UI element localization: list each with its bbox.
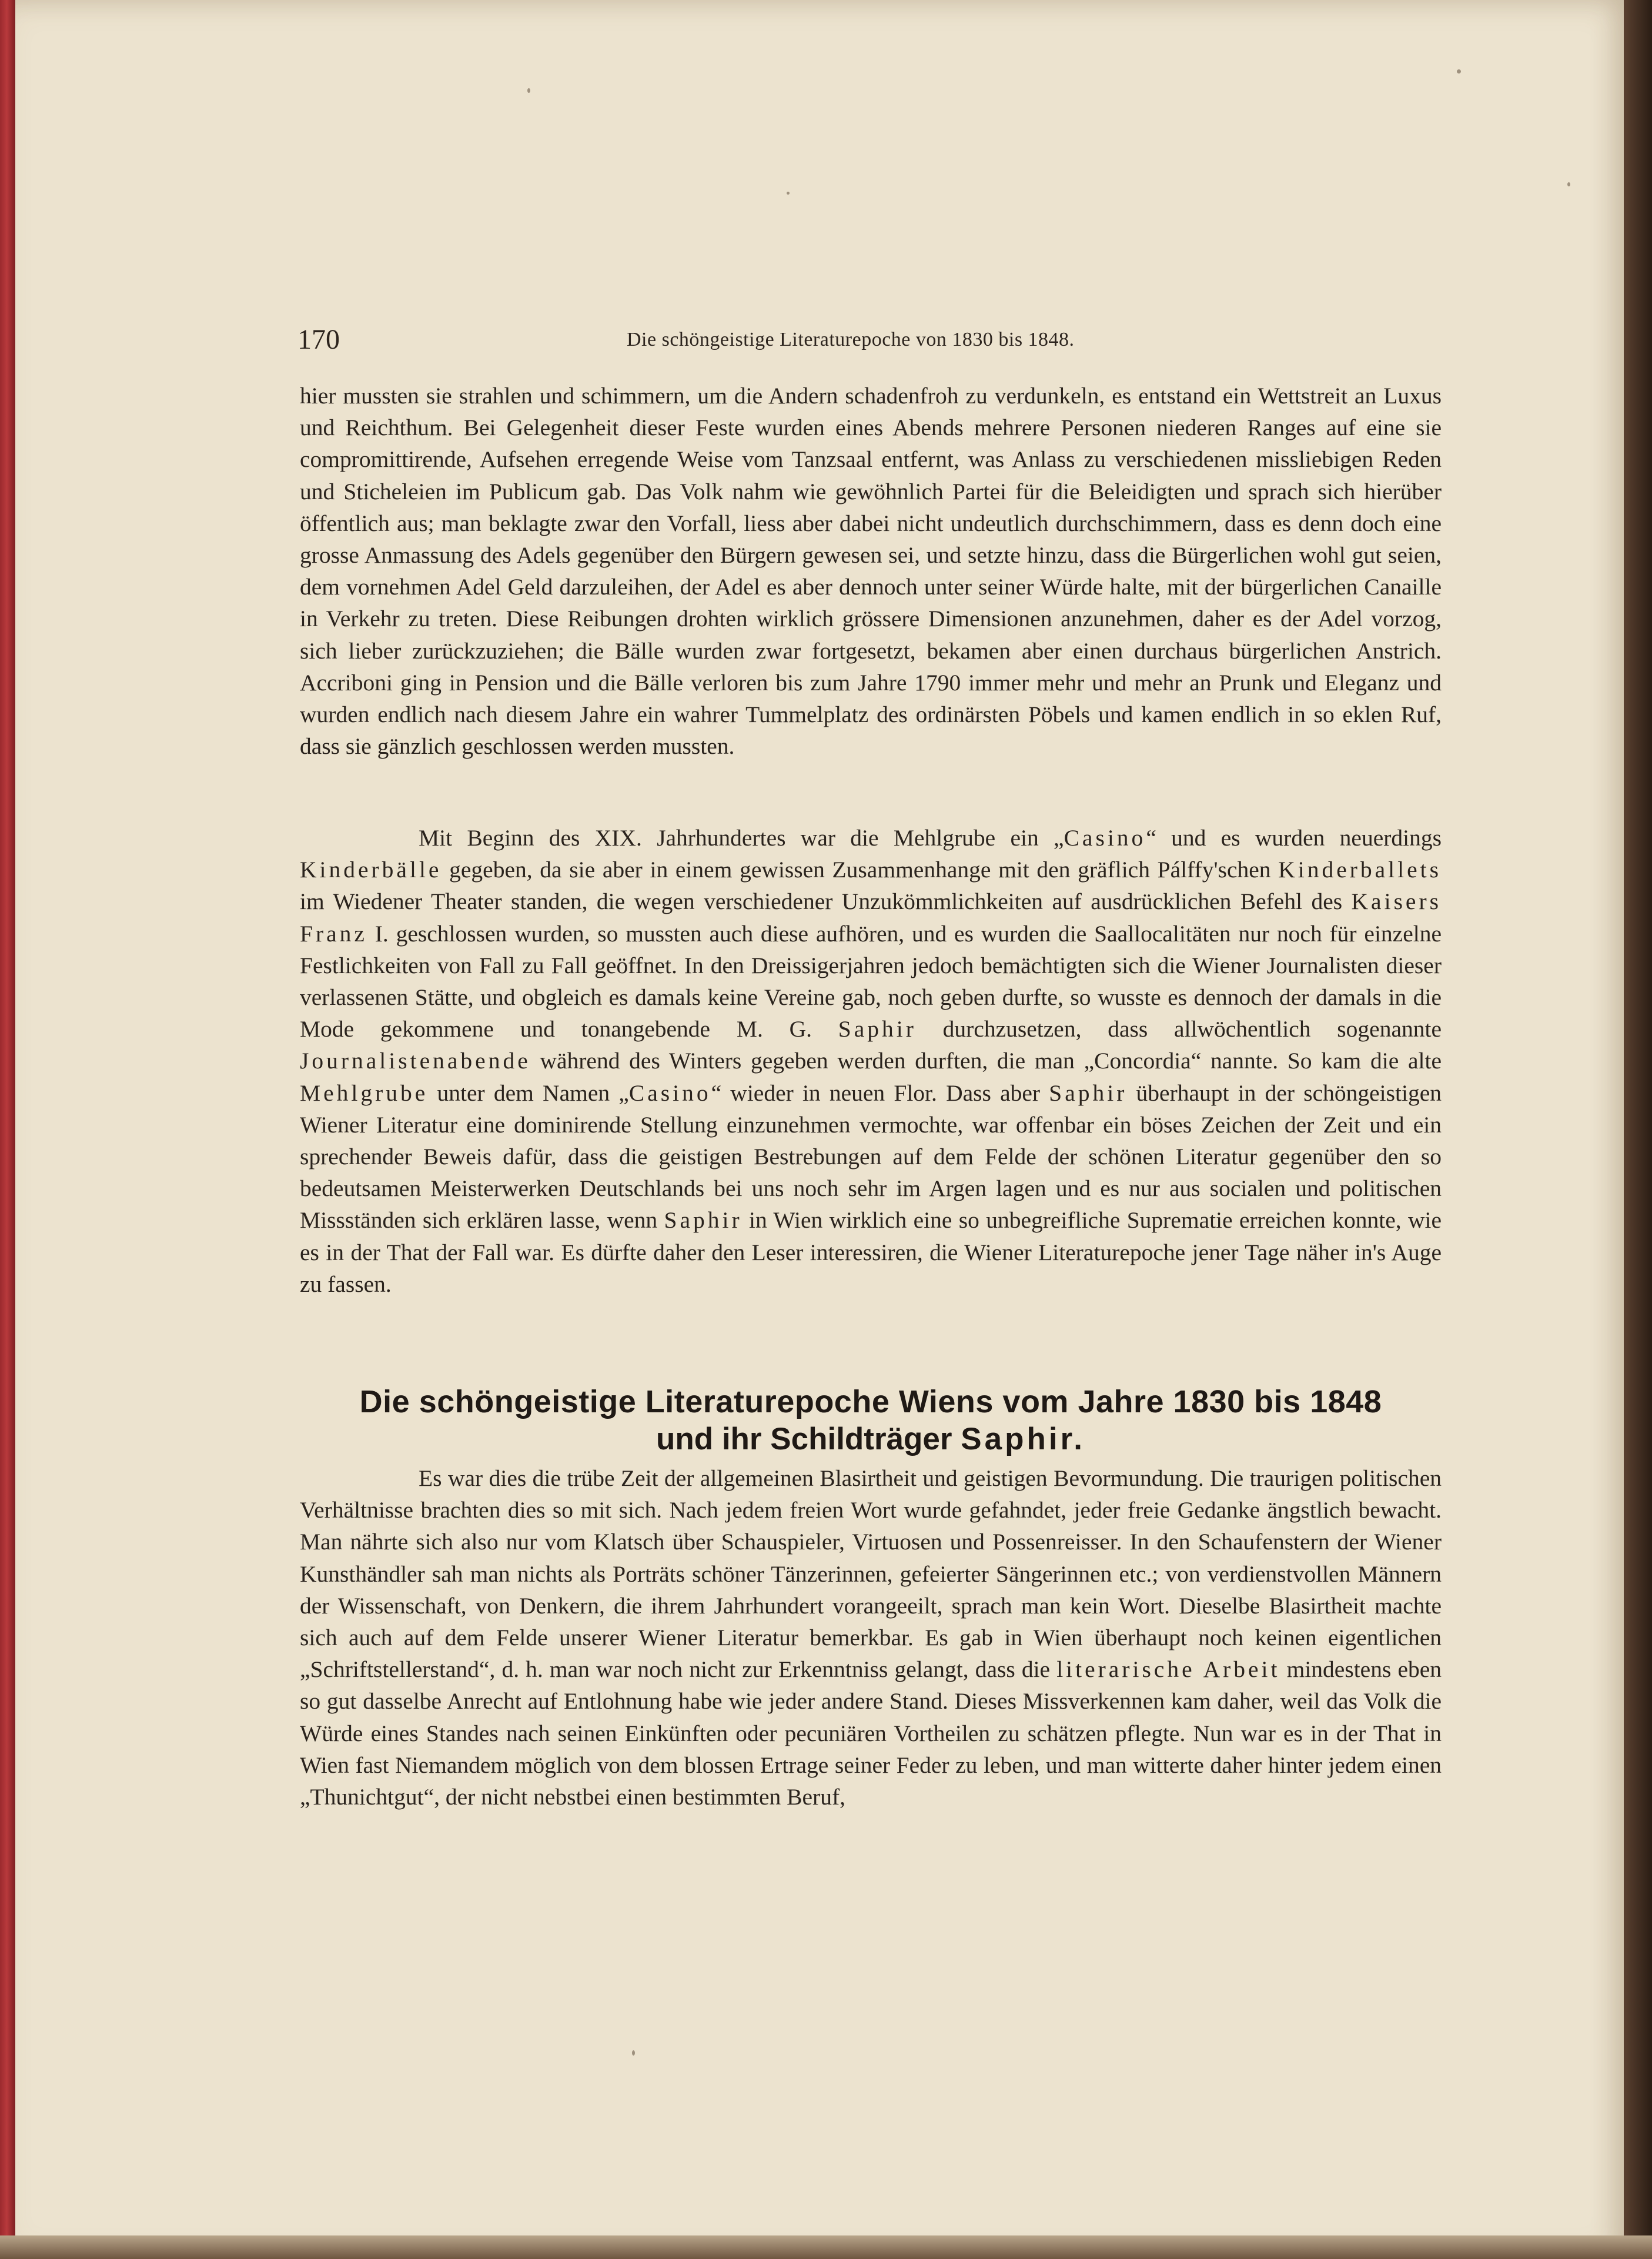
paper-speck bbox=[787, 192, 790, 195]
paper-speck bbox=[527, 88, 530, 93]
page-bottom-edge bbox=[0, 2235, 1652, 2259]
paragraph-section-body: Es war dies die trübe Zeit der allgemeinen Blasirtheit und geistigen Bevormundung. Die traurigen politischen Verhältnisse brachten dies so mit sich. Nach jedem freien Wort wurde gefahndet, jeder freie Gedanke ängstlich bewacht. Man nährte sich also nur vom Klatsch über Schauspieler, Virtuosen und Possenreisser. In den Schaufenstern der Wiener Kunsthändler sah man nichts als Porträts schöner Tänzerinnen, gefeierter Sängerinnen etc.; von verdienstvollen Männern der Wissenschaft, von Denkern, die ihrem Jahrhundert vorangeeilt, sprach man kein Wort. Dieselbe Blasirtheit machte sich auch auf dem Felde unserer Wiener Literatur bemerkbar. Es gab in Wien überhaupt noch keinen eigentlichen „Schriftstellerstand“, d. h. man war noch nicht zur Erkenntniss gelangt, dass die literarische Arbeit mindestens eben so gut dasselbe Anrecht auf Entlohnung habe wie jeder andere Stand. Dieses Missverkennen kam daher, weil das Volk die Würde eines Standes nach seinen Einkünften oder pecuniären Vortheilen zu schätzen pflegte. Nun war es in der That in Wien fast Niemandem möglich von dem blossen Ertrage seiner Feder zu leben, und man witterte daher hinter jedem einen „Thunichtgut“, der nicht nebstbei einen bestimmten Beruf, bbox=[300, 1465, 1442, 1810]
page-gutter-shadow bbox=[1624, 0, 1652, 2259]
text-block-casino bbox=[300, 822, 1442, 1300]
paper-speck bbox=[1457, 69, 1461, 73]
paper-speck bbox=[1567, 182, 1570, 186]
paragraph-casino: Mit Beginn des XIX. Jahrhundertes war die Mehlgrube ein „Casino“ und es wurden neuerdings Kinderbälle gegeben, da sie aber in einem gewissen Zusammenhange mit den gräflich Pálffy'schen Kinderballets im Wiedener Theater standen, die wegen verschiedener Unzukömmlichkeiten auf ausdrücklichen Befehl des Kaisers Franz I. geschlossen wurden, so mussten auch diese aufhören, und es wurden die Saallocalitäten nur noch für einzelne Festlichkeiten von Fall zu Fall geöffnet. In den Dreissigerjahren jedoch bemächtigten sich die Wiener Journalisten dieser verlassenen Stätte, und obgleich es damals keine Vereine gab, noch geben durfte, so wusste es dennoch der damals in die Mode gekommene und tonangebende M. G. Saphir durchzusetzen, dass allwöchentlich sogenannte Journalistenabende während des Winters gegeben werden durften, die man „Concordia“ nannte. So kam die alte Mehlgrube unter dem Namen „Casino“ wieder in neuen Flor. Dass aber Saphir überhaupt in der schöngeistigen Wiener Literatur eine dominirende Stellung einzunehmen vermochte, war offenbar ein böses Zeichen der Zeit und ein sprechender Beweis dafür, dass die geistigen Bestrebungen auf dem Felde der schönen Literatur gegenüber den so bedeutsamen Meisterwerken Deutschlands bei uns noch sehr im Argen lagen und es nur aus socialen und politischen Missständen sich erklären lasse, wenn Saphir in Wien wirklich eine so unbegreifliche Suprematie erreichen konnte, wie es in der That der Fall war. Es dürfte daher den Leser interessiren, die Wiener Literaturepoche jener Tage näher in's Auge zu fassen. bbox=[300, 825, 1442, 1297]
paper-speck bbox=[632, 2050, 635, 2056]
paragraph-continued: hier mussten sie strahlen und schimmern, um die Andern schadenfroh zu verdunkeln, es entstand ein Wettstreit an Luxus und Reichthum. Bei Gelegenheit dieser Feste wurden eines Abends mehrere Personen niederen Ranges auf eine sie compromittirende, Aufsehen erregende Weise vom Tanzsaal entfernt, was Anlass zu verschiedenen missliebigen Reden und Sticheleien im Publicum gab. Das Volk nahm wie gewöhnlich Partei für die Beleidigten und sprach sich hierüber öffentlich aus; man beklagte zwar den Vorfall, liess aber dabei nicht undeutlich durchschimmern, dass es denn doch eine grosse Anmassung des Adels gegenüber den Bürgern gewesen sei, und setzte hinzu, dass die Bürgerlichen wohl gut seien, dem vornehmen Adel Geld darzuleihen, der Adel es aber dennoch unter seiner Würde halte, mit der bürgerlichen Canaille in Verkehr zu treten. Diese Reibungen drohten wirklich grössere Dimensionen anzunehmen, daher es der Adel vorzog, sich lieber zurückzuziehen; die Bälle wurden zwar fortgesetzt, bekamen aber einen durchaus bürgerlichen Anstrich. Accriboni ging in Pension und die Bälle verloren bis zum Jahre 1790 immer mehr und mehr an Prunk und Eleganz und wurden endlich nach diesem Jahre ein wahrer Tummelplatz des ordinärsten Pöbels und kamen endlich in so eklen Ruf, dass sie gänzlich geschlossen werden mussten. bbox=[300, 383, 1442, 760]
book-cover-edge bbox=[0, 0, 15, 2259]
section-heading-line1: Die schöngeistige Literaturepoche Wiens vom Jahre 1830 bis 1848 bbox=[359, 1384, 1382, 1419]
section-heading bbox=[300, 1383, 1442, 1458]
page-number: 170 bbox=[297, 324, 340, 355]
running-header bbox=[297, 322, 1424, 357]
text-block-top bbox=[300, 380, 1442, 762]
text-block-section bbox=[300, 1462, 1442, 1813]
running-title: Die schöngeistige Literaturepoche von 1830 bis 1848. bbox=[627, 329, 1075, 350]
section-heading-line2: und ihr Schildträger Saphir. bbox=[656, 1422, 1085, 1456]
